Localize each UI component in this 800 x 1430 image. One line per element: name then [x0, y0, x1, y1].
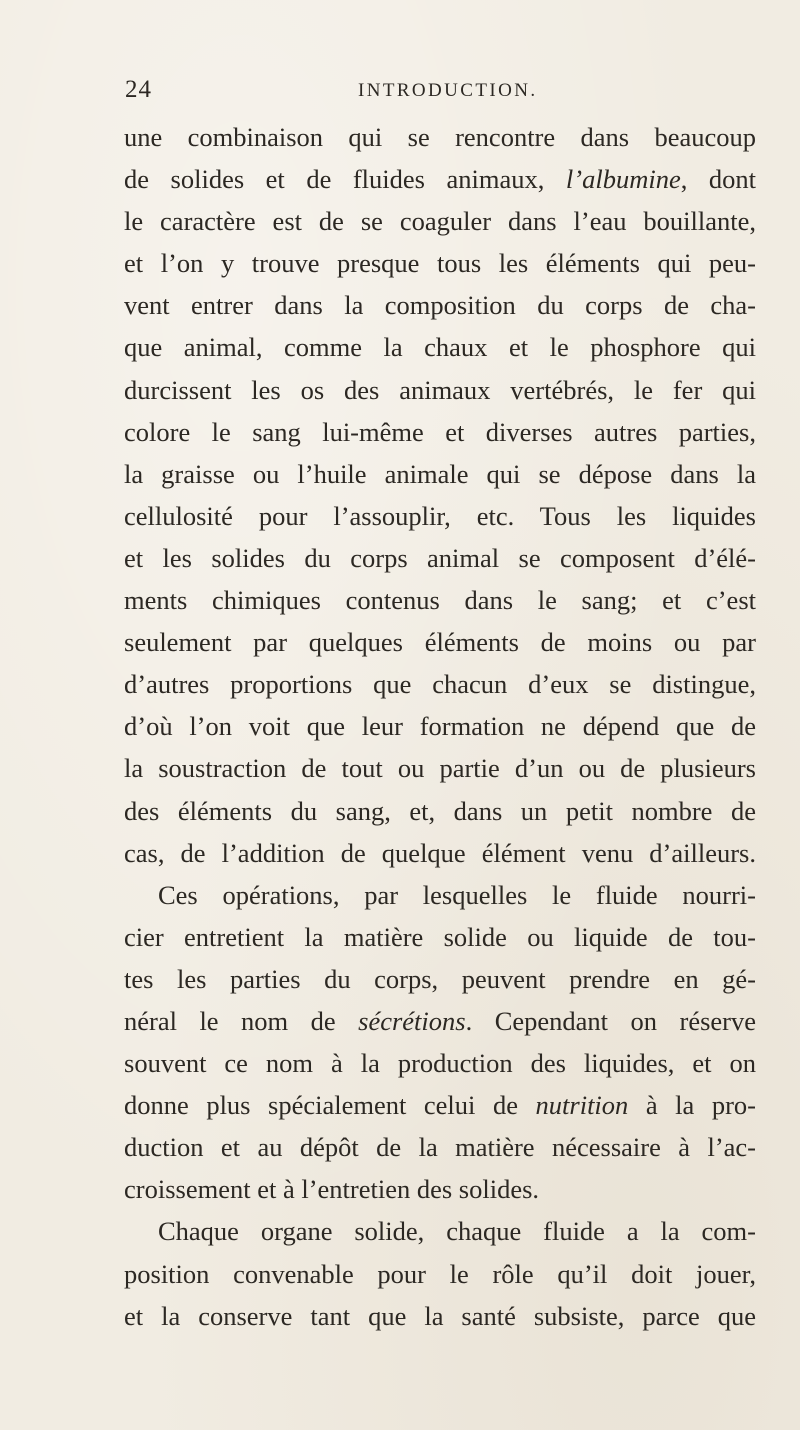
text-segment: , dont [680, 164, 756, 195]
running-title: INTRODUCTION. [358, 80, 538, 101]
text-segment: de solides et de fluides animaux, [124, 164, 566, 195]
text-line: seulement par quelques éléments de moins ou par [124, 627, 756, 658]
text-line [124, 158, 756, 200]
text-line [124, 1084, 756, 1126]
italic-term: l’albumine [565, 164, 681, 195]
text-line: croissement et à l’entretien des solides. [124, 1174, 540, 1205]
page-header [0, 76, 800, 110]
text-line: une combinaison qui se rencontre dans beaucoup [124, 122, 756, 152]
body-text [124, 116, 756, 1337]
text-line: et l’on y trouve presque tous les éléments qui peu- [124, 248, 756, 279]
text-line: colore le sang lui-même et diverses autres parties, [124, 416, 756, 447]
text-line: la graisse ou l’huile animale qui se dépose dans la [124, 458, 756, 489]
text-line: et la conserve tant que la santé subsiste, parce que [124, 1300, 756, 1331]
text-line: et les solides du corps animal se composent d’élé- [124, 542, 756, 573]
page-number: 24 [125, 76, 152, 103]
text-line: Chaque organe solide, chaque fluide a la com- [158, 1216, 756, 1247]
text-line: la soustraction de tout ou partie d’un ou de plusieurs [124, 753, 756, 784]
text-segment: . Cependant on réserve [465, 1005, 756, 1036]
text-line: vent entrer dans la composition du corps de cha- [124, 290, 756, 321]
text-line: des éléments du sang, et, dans un petit nombre de [124, 795, 756, 826]
text-line: duction et au dépôt de la matière nécessaire à l’ac- [124, 1132, 756, 1163]
text-line: position convenable pour le rôle qu’il doit jouer, [124, 1258, 756, 1289]
text-line: que animal, comme la chaux et le phosphore qui [124, 332, 756, 363]
text-line: ments chimiques contenus dans le sang; et c’est [124, 585, 756, 616]
text-line: d’où l’on voit que leur formation ne dépend que de [124, 711, 756, 742]
text-segment: néral le nom de [124, 1005, 359, 1036]
text-line: d’autres proportions que chacun d’eux se distingue, [124, 669, 756, 700]
text-line [124, 1000, 756, 1042]
text-line: souvent ce nom à la production des liquides, et on [124, 1048, 756, 1079]
text-line: cas, de l’addition de quelque élément venu d’ailleurs. [124, 837, 756, 868]
text-line: tes les parties du corps, peuvent prendre en gé- [124, 963, 756, 994]
text-line: durcissent les os des animaux vertébrés, le fer qui [124, 374, 756, 405]
italic-term: nutrition [535, 1090, 629, 1121]
text-line: cellulosité pour l’assouplir, etc. Tous les liquides [124, 500, 756, 531]
text-line: le caractère est de se coaguler dans l’eau bouillante, [124, 206, 756, 237]
text-segment: à la pro- [628, 1090, 756, 1121]
text-line: cier entretient la matière solide ou liquide de tou- [124, 921, 756, 952]
italic-term: sécrétions [358, 1005, 466, 1036]
text-line: Ces opérations, par lesquelles le fluide nourri- [158, 879, 756, 910]
text-segment: donne plus spécialement celui de [124, 1090, 536, 1121]
